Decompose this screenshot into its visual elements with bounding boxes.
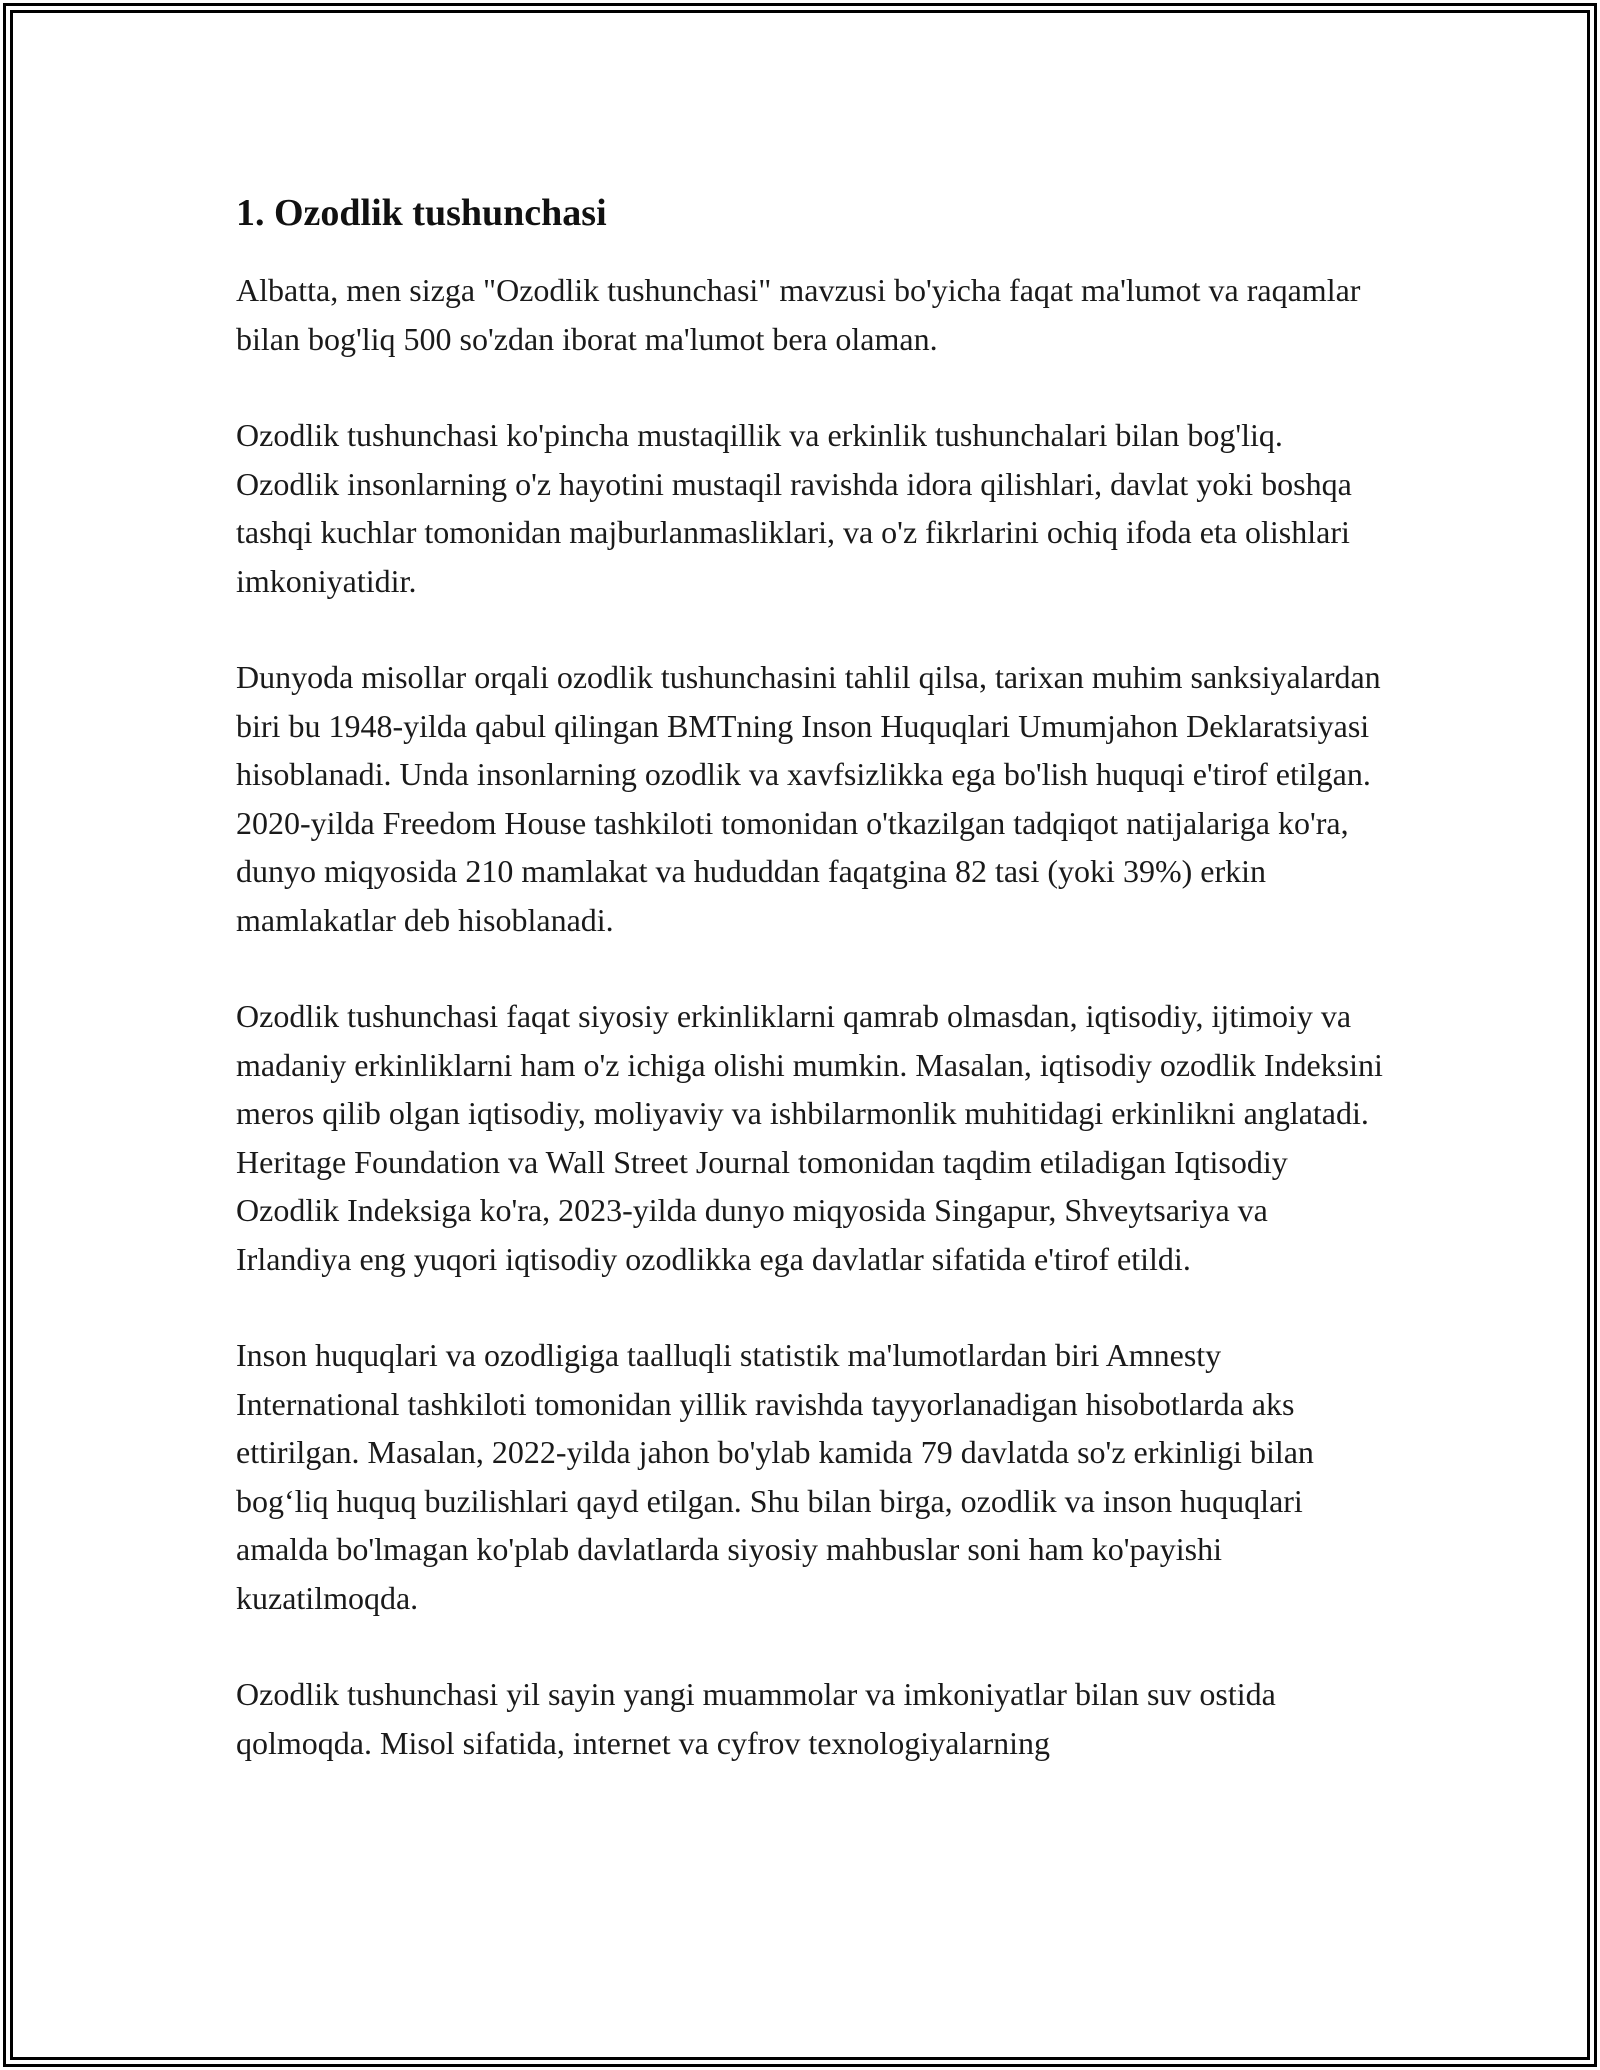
paragraph-definition: Ozodlik tushunchasi ko'pincha mustaqillik va erkinlik tushunchalari bilan bog'liq. Ozodlik insonlarning o'z hayotini mustaqil ravishda idora qilishlari, davlat yoki boshqa tashqi kuchlar tomonidan majburlanmasliklari, va o'z fikrlarini ochiq ifoda eta olishlari imkoniyatidir. <box>236 417 1352 599</box>
paragraph-new-challenges: Ozodlik tushunchasi yil sayin yangi muammolar va imkoniyatlar bilan suv ostida qolmoqda. Misol sifatida, internet va cyfrov texnologiyalarning <box>236 1676 1276 1761</box>
paragraph-human-rights-statistics: Inson huquqlari va ozodligiga taalluqli statistik ma'lumotlardan biri Amnesty International tashkiloti tomonidan yillik ravishda tayyorlanadigan hisobotlarda aks ettirilgan. Masalan, 2022-yilda jahon bo'ylab kamida 79 davlatda so'z erkinligi bilan bog‘liq huquq buzilishlari qayd etilgan. Shu bilan birga, ozodlik va inson huquqlari amalda bo'lmagan ko'plab davlatlarda siyosiy mahbuslar soni ham ko'payishi kuzatilmoqda. <box>236 1337 1314 1616</box>
paragraph-economic-freedom: Ozodlik tushunchasi faqat siyosiy erkinliklarni qamrab olmasdan, iqtisodiy, ijtimoiy va madaniy erkinliklarni ham o'z ichiga olishi mumkin. Masalan, iqtisodiy ozodlik Indeksini meros qilib olgan iqtisodiy, moliyaviy va ishbilarmonlik muhitidagi erkinlikni anglatadi. Heritage Foundation va Wall Street Journal tomonidan taqdim etiladigan Iqtisodiy Ozodlik Indeksiga ko'ra, 2023-yilda dunyo miqyosida Singapur, Shveytsariya va Irlandiya eng yuqori iqtisodiy ozodlikka ega davlatlar sifatida e'tirof etildi. <box>236 998 1383 1277</box>
document-body <box>236 188 1384 1767</box>
paragraph-intro: Albatta, men sizga "Ozodlik tushunchasi" mavzusi bo'yicha faqat ma'lumot va raqamlar bilan bog'liq 500 so'zdan iborat ma'lumot bera olaman. <box>236 272 1361 357</box>
paragraph-world-examples: Dunyoda misollar orqali ozodlik tushunchasini tahlil qilsa, tarixan muhim sanksiyalardan biri bu 1948-yilda qabul qilingan BMTning Inson Huquqlari Umumjahon Deklaratsiyasi hisoblanadi. Unda insonlarning ozodlik va xavfsizlikka ega bo'lish huquqi e'tirof etilgan. 2020-yilda Freedom House tashkiloti tomonidan o'tkazilgan tadqiqot natijalariga ko'ra, dunyo miqyosida 210 mamlakat va hududdan faqatgina 82 tasi (yoki 39%) erkin mamlakatlar deb hisoblanadi. <box>236 659 1381 938</box>
section-heading: 1. Ozodlik tushunchasi <box>236 192 607 234</box>
